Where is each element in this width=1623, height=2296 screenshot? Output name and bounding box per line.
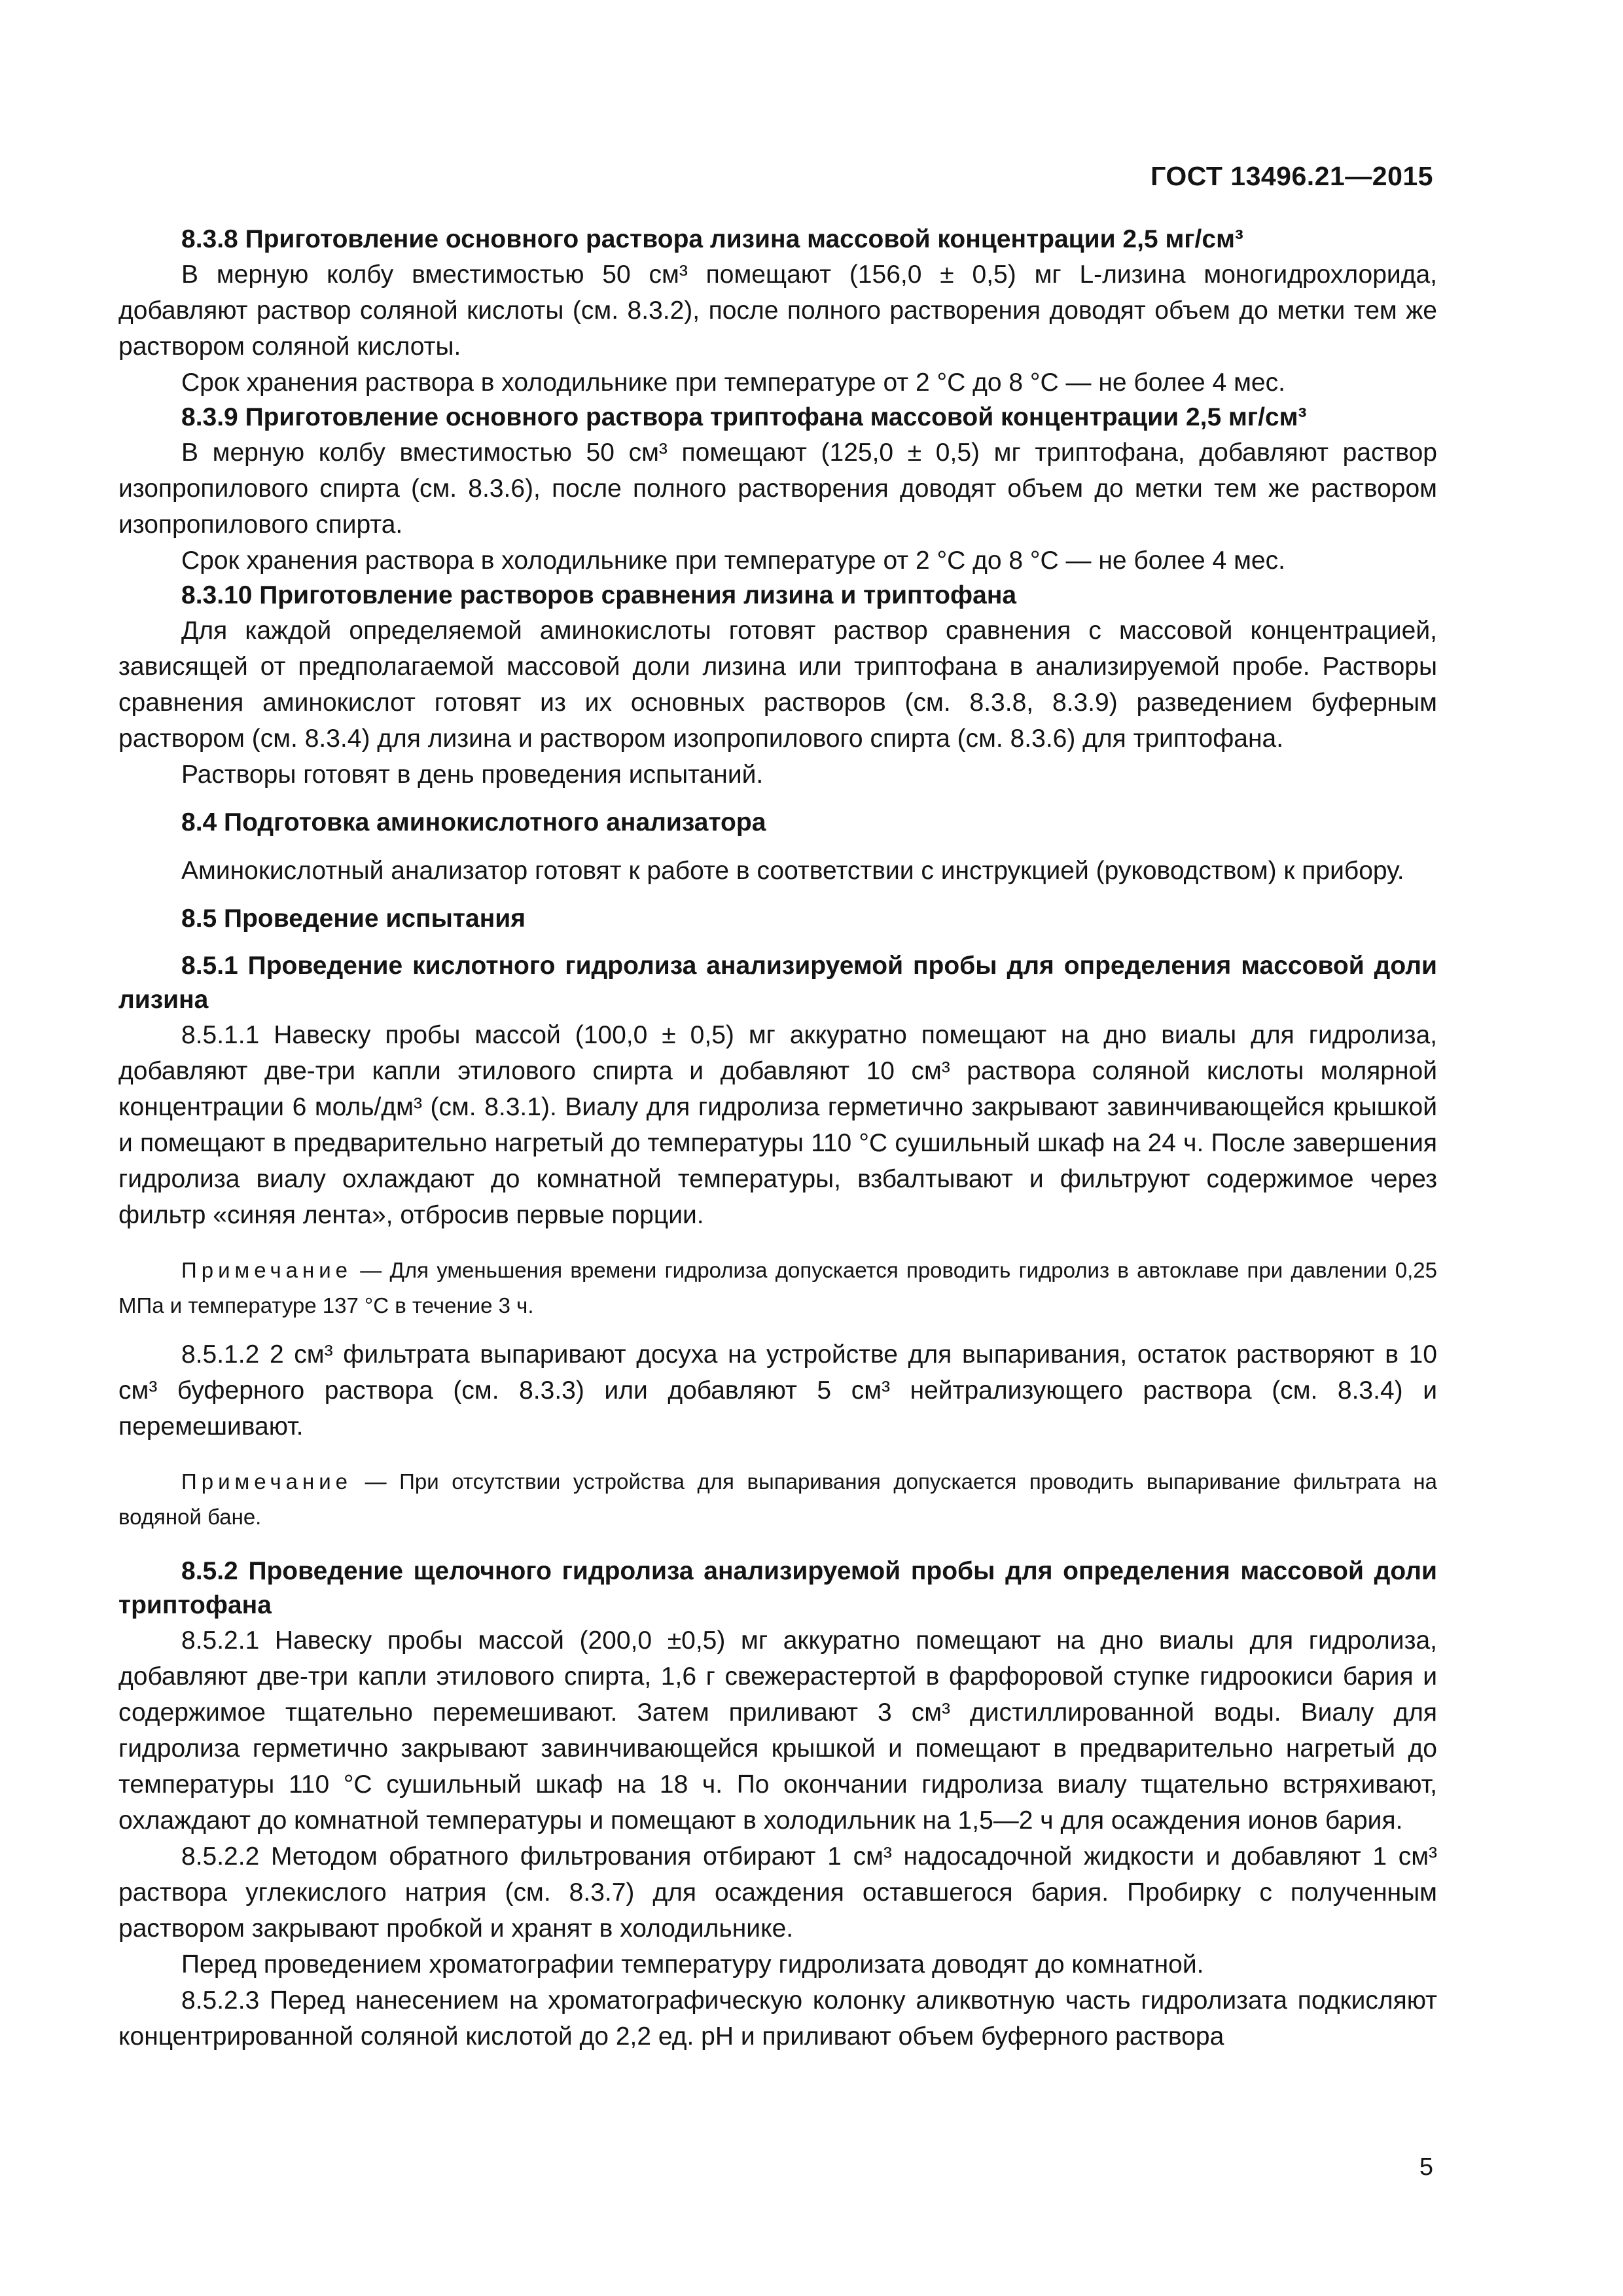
paragraph: 8.5.2.3 Перед нанесением на хроматографическую колонку аликвотную часть гидролизата подкисляют концентрированной соляной кислотой до 2,2 ед. pH и приливают объем буферного раствора (118, 1986, 1437, 2051)
paragraph: Для каждой определяемой аминокислоты готовят раствор сравнения с массовой концентрацией, зависящей от предполагаемой массовой доли лизина или триптофана в анализируемой пробе. Растворы сравнения аминокислот готовят из их основных растворов (см. 8.3.8, 8.3.9) разведением буферным раствором (см. 8.3.4) для лизина и раствором изопропилового спирта (см. 8.3.6) для триптофана. (118, 617, 1437, 753)
section-8-5 (118, 902, 1437, 936)
paragraph: 8.5.2.2 Методом обратного фильтрования отбирают 1 см³ надосадочной жидкости и добавляют 1 см³ раствора углекислого натрия (см. 8.3.7) для осаждения оставшегося бария. Пробирку с полученным раствором закрывают пробкой и хранят в холодильнике. (118, 1842, 1437, 1943)
paragraph: Срок хранения раствора в холодильнике при температуре от 2 °С до 8 °С — не более 4 мес. (181, 547, 1285, 575)
section-8-3-8 (118, 223, 1437, 401)
paragraph: Растворы готовят в день проведения испытаний. (181, 761, 764, 789)
section-8-3-9 (118, 401, 1437, 579)
page-number: 5 (1419, 2153, 1433, 2181)
paragraph: В мерную колбу вместимостью 50 см³ помещают (125,0 ± 0,5) мг триптофана, добавляют раствор изопропилового спирта (см. 8.3.6), после полного растворения доводят объем до метки тем же раствором изопропилового спирта. (118, 439, 1437, 539)
paragraph: Аминокислотный анализатор готовят к работе в соответствии с инструкцией (руководством) к прибору. (181, 857, 1404, 885)
paragraph: В мерную колбу вместимостью 50 см³ помещают (156,0 ± 0,5) мг L-лизина моногидрохлорида, добавляют раствор соляной кислоты (см. 8.3.2), после полного растворения доводят объем до метки тем же раствором соляной кислоты. (118, 260, 1437, 361)
document-body (118, 223, 1437, 2054)
section-heading: 8.5 Проведение испытания (181, 905, 526, 933)
paragraph: 8.5.2.1 Навеску пробы массой (200,0 ±0,5) мг аккуратно помещают на дно виалы для гидролиза, добавляют две-три капли этилового спирта, 1,6 г свежерастертой в фарфоровой ступке гидроокиси бария и содержимое тщательно перемешивают. Затем приливают 3 см³ дистиллированной воды. Виалу для гидролиза герметично закрывают завинчивающейся крышкой и помещают в предварительно нагретый до температуры 110 °С сушильный шкаф на 18 ч. По окончании гидролиза виалу тщательно встряхивают, охлаждают до комнатной температуры и помещают в холодильник на 1,5—2 ч для осаждения ионов бария. (118, 1626, 1437, 1835)
section-heading: 8.5.2 Проведение щелочного гидролиза анализируемой пробы для определения массовой доли триптофана (118, 1557, 1437, 1619)
note-text: — При отсутствии устройства для выпаривания допускается проводить выпаривание фильтрата на водяной бане. (118, 1469, 1437, 1529)
note (118, 1464, 1437, 1535)
document-standard-number: ГОСТ 13496.21—2015 (1150, 161, 1433, 191)
section-8-3-10 (118, 579, 1437, 793)
note-label: Примечание (181, 1469, 353, 1494)
note-text: — Для уменьшения времени гидролиза допускается проводить гидролиз в автоклаве при давлении 0,25 МПа и температуре 137 °С в течение 3 ч. (118, 1258, 1437, 1318)
section-heading: 8.3.8 Приготовление основного раствора лизина массовой концентрации 2,5 мг/см³ (181, 225, 1243, 253)
section-heading: 8.3.10 Приготовление растворов сравнения лизина и триптофана (181, 581, 1017, 609)
section-8-5-2 (118, 1554, 1437, 2054)
paragraph: Перед проведением хроматографии температуру гидролизата доводят до комнатной. (181, 1950, 1204, 1979)
paragraph: 8.5.1.1 Навеску пробы массой (100,0 ± 0,5) мг аккуратно помещают на дно виалы для гидролиза, добавляют две-три капли этилового спирта и добавляют 10 см³ раствора соляной кислоты молярной концентрации 6 моль/дм³ (см. 8.3.1). Виалу для гидролиза герметично закрывают завинчивающейся крышкой и помещают в предварительно нагретый до температуры 110 °С сушильный шкаф на 24 ч. После завершения гидролиза виалу охлаждают до комнатной температуры, взбалтывают и фильтруют содержимое через фильтр «синяя лента», отбросив первые порции. (118, 1021, 1437, 1229)
section-heading: 8.5.1 Проведение кислотного гидролиза анализируемой пробы для определения массовой доли лизина (118, 952, 1437, 1014)
section-8-5-1 (118, 949, 1437, 1535)
section-heading: 8.4 Подготовка аминокислотного анализатора (181, 808, 766, 836)
note (118, 1253, 1437, 1323)
paragraph: 8.5.1.2 2 см³ фильтрата выпаривают досуха на устройстве для выпаривания, остаток растворяют в 10 см³ буферного раствора (см. 8.3.3) или добавляют 5 см³ нейтрализующего раствора (см. 8.3.4) и перемешивают. (118, 1340, 1437, 1441)
note-label: Примечание (181, 1258, 353, 1282)
section-heading: 8.3.9 Приготовление основного раствора триптофана массовой концентрации 2,5 мг/см³ (181, 403, 1307, 431)
section-8-4 (118, 806, 1437, 889)
paragraph: Срок хранения раствора в холодильнике при температуре от 2 °С до 8 °С — не более 4 мес. (181, 368, 1285, 397)
